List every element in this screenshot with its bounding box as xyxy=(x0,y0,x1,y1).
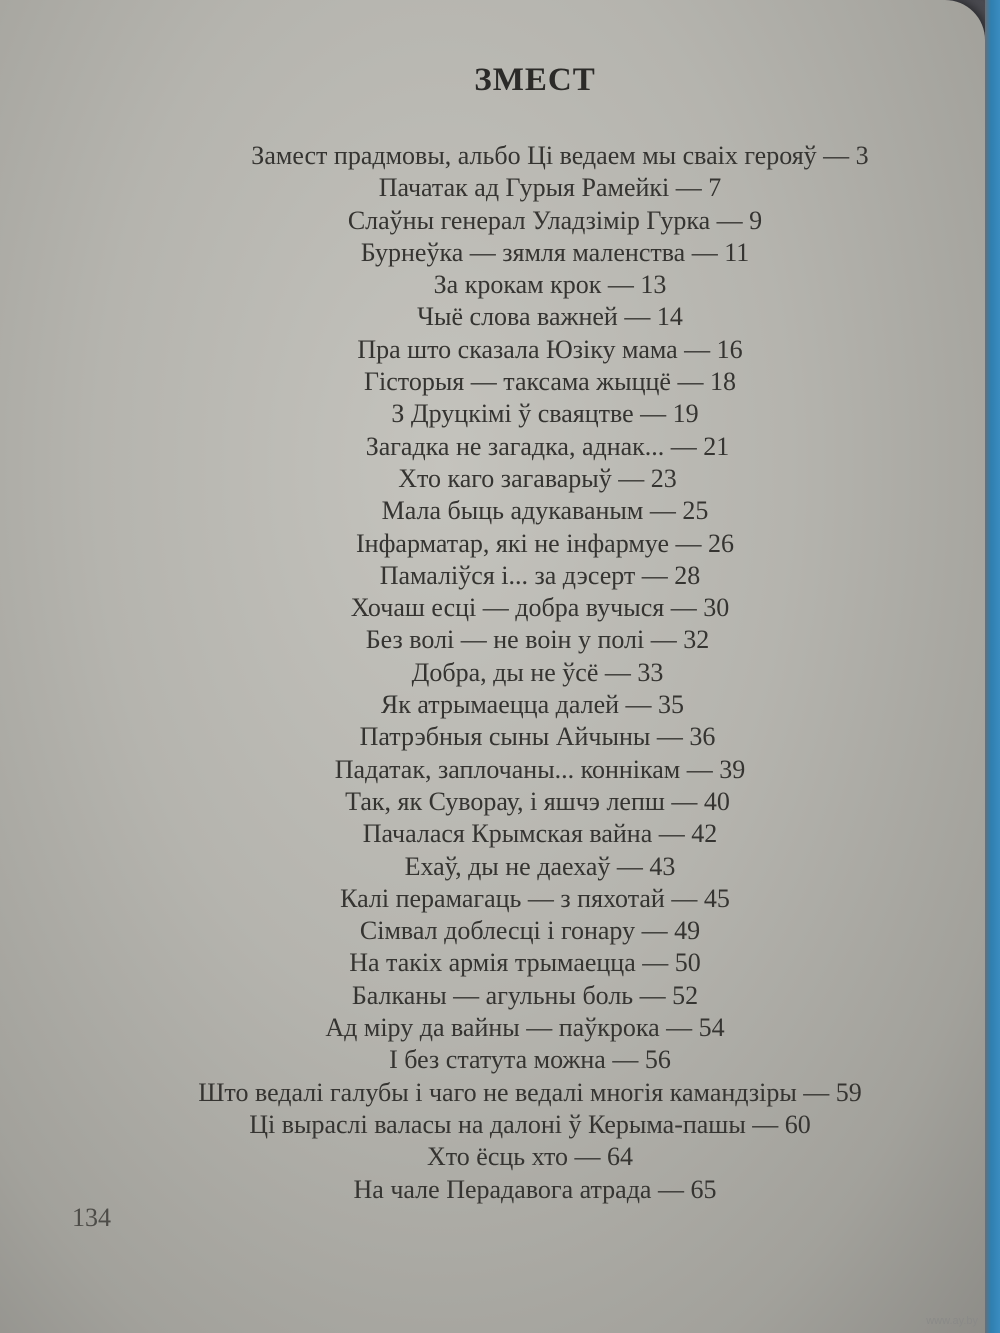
toc-entry: Слаўны генерал Уладзімір Гурка — 9 xyxy=(347,205,763,235)
toc-entry: Загадка не загадка, аднак... — 21 xyxy=(365,431,730,461)
toc-entry: Гісторыя — таксама жыццё — 18 xyxy=(364,367,736,397)
toc-entry: Мала быць адукаваным — 25 xyxy=(381,496,709,526)
toc-entry: Сімвал доблесці і гонару — 49 xyxy=(359,916,701,946)
toc-entry: Хто каго загаварыў — 23 xyxy=(398,463,677,493)
toc-entry: І без статута можна — 56 xyxy=(389,1045,671,1075)
background-edge xyxy=(985,0,1000,1333)
toc-entry: Калі перамагаць — з пяхотай — 45 xyxy=(340,883,730,913)
toc-entry: Як атрымаецца далей — 35 xyxy=(380,690,685,720)
table-of-contents xyxy=(0,140,1000,1206)
toc-entry: Так, як Суворау, і яшчэ лепш — 40 xyxy=(345,786,730,816)
toc-entry: Пачалася Крымская вайна — 42 xyxy=(362,819,718,849)
toc-entry: Хто ёсць хто — 64 xyxy=(426,1142,634,1172)
page-number: 134 xyxy=(72,1203,111,1232)
toc-entry: На чале Перадавога атрада — 65 xyxy=(353,1174,717,1204)
toc-entry: Бурнеўка — зямля маленства — 11 xyxy=(360,237,750,267)
toc-entry: Чыё слова важней — 14 xyxy=(417,302,683,332)
toc-entry: Ад міру да вайны — паўкрока — 54 xyxy=(325,1013,725,1043)
toc-entry: Пра што сказала Юзіку мама — 16 xyxy=(357,334,743,364)
toc-entry: За крокам крок — 13 xyxy=(433,270,667,300)
toc-entry: Хочаш есці — добра вучыся — 30 xyxy=(350,593,730,623)
toc-entry: Патрэбныя сыны Айчыны — 36 xyxy=(359,722,716,752)
toc-entry: Балканы — агульны боль — 52 xyxy=(351,980,699,1010)
toc-entry: Пачатак ад Гурыя Рамейкі — 7 xyxy=(378,173,722,203)
toc-entry: Без волі — не воін у полі — 32 xyxy=(365,625,710,655)
toc-entry: На такіх армія трымаецца — 50 xyxy=(349,948,701,978)
toc-entry: З Друцкімі ў сваяцтве — 19 xyxy=(391,399,699,429)
toc-entry: Памаліўся і... за дэсерт — 28 xyxy=(379,560,701,590)
toc-entry: Ці выраслі валасы на далоні ў Керыма-пашы — 60 xyxy=(249,1109,811,1139)
toc-entry: Інфарматар, які не інфармуе — 26 xyxy=(356,528,734,558)
toc-entry: Замест прадмовы, альбо Ці ведаем мы сваіх герояў — 3 xyxy=(251,141,869,170)
toc-entry: Падатак, заплочаны... коннікам — 39 xyxy=(334,754,746,784)
toc-entry: Ехаў, ды не даехаў — 43 xyxy=(404,851,676,881)
toc-entry: Добра, ды не ўсё — 33 xyxy=(411,657,664,687)
watermark: www.ay.by xyxy=(926,1315,978,1327)
page-title: ЗМЕСТ xyxy=(474,62,596,98)
toc-entry: Што ведалі галубы і чаго не ведалі многія камандзіры — 59 xyxy=(198,1077,862,1107)
